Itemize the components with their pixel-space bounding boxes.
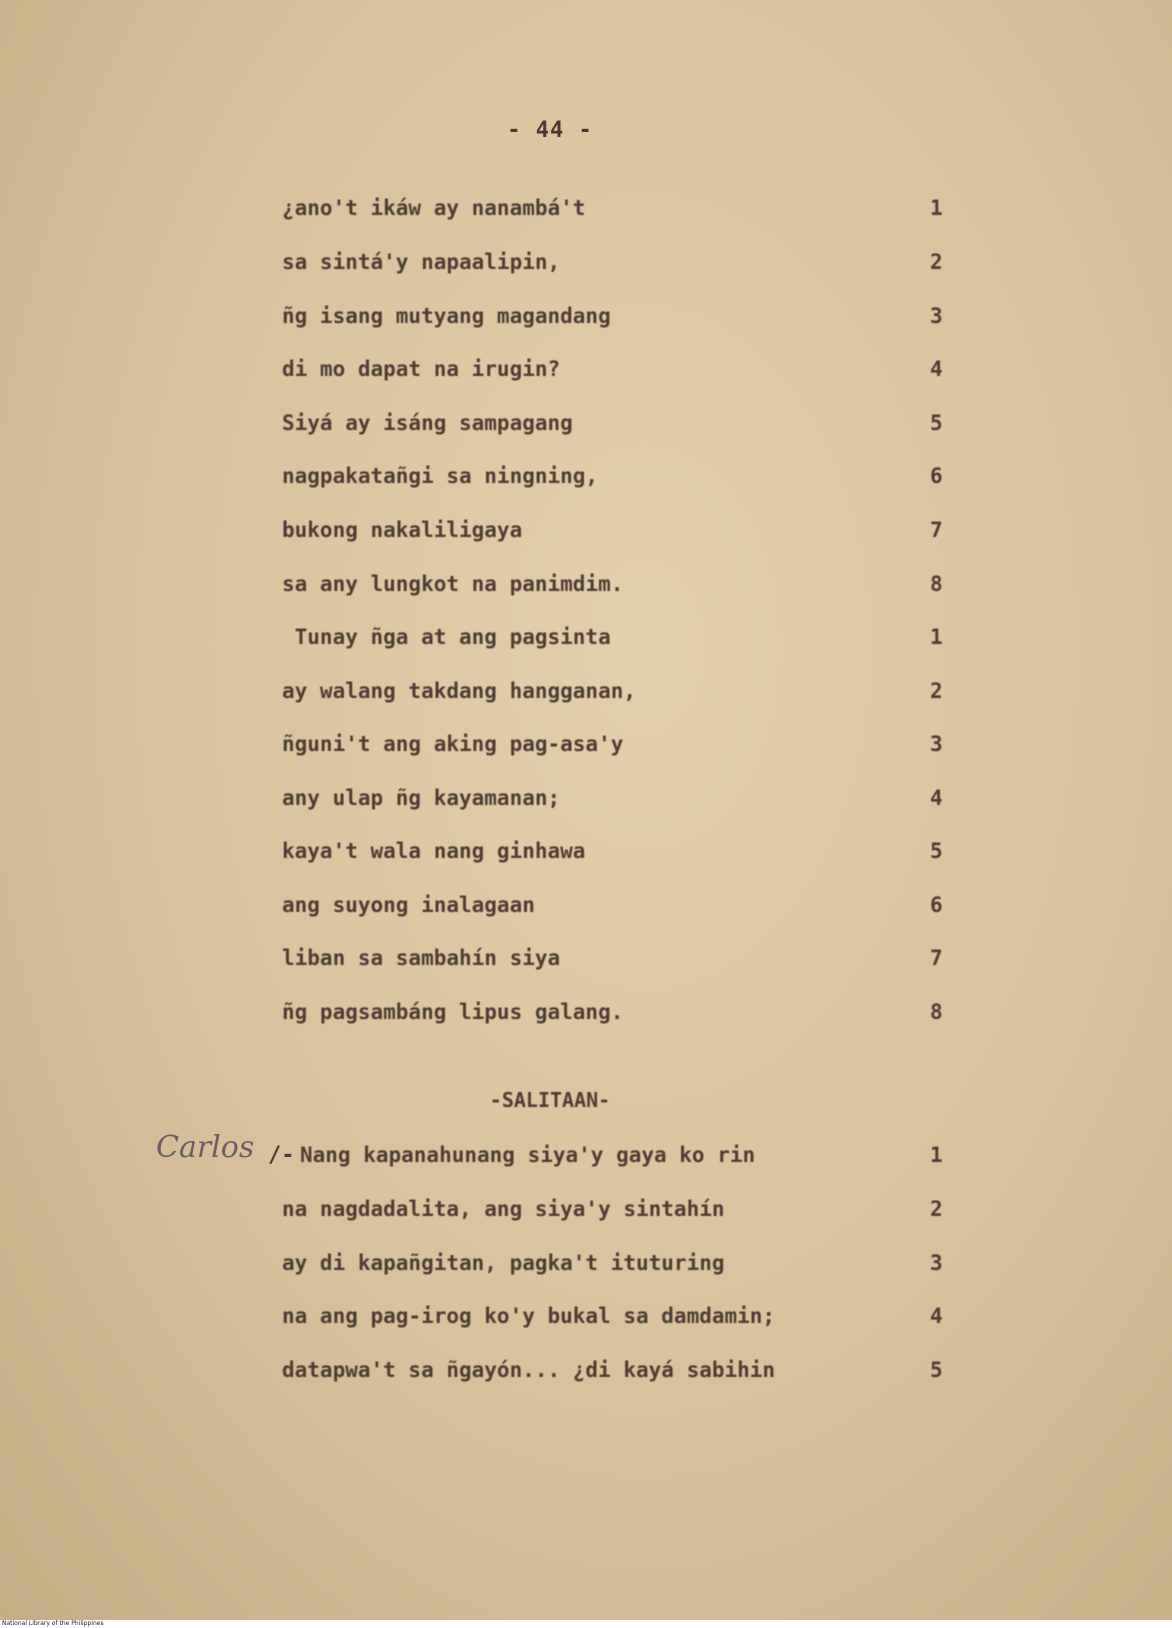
verse-line-text: di mo dapat na irugin? — [282, 357, 561, 381]
verse-line-number: 6 — [930, 893, 943, 917]
verse-line — [0, 518, 1172, 558]
verse-line-text: sa any lungkot na panimdim. — [282, 572, 624, 596]
dialogue-line-text: na ang pag-irog ko'y bukal sa damdamin; — [282, 1304, 776, 1328]
verse-line-number: 5 — [930, 839, 943, 863]
speaker-annotation: Carlos — [156, 1130, 255, 1165]
verse-line — [0, 786, 1172, 826]
verse-line — [0, 893, 1172, 933]
dialogue-line-number: 5 — [930, 1358, 943, 1382]
verse-line — [0, 839, 1172, 879]
verse-line-number: 7 — [930, 518, 943, 542]
verse-line-text: any ulap ñg kayamanan; — [282, 786, 561, 810]
verse-line-number: 6 — [930, 464, 943, 488]
dialogue-line — [0, 1251, 1172, 1291]
verse-line-text: nagpakatañgi sa ningning, — [282, 464, 599, 488]
verse-line — [0, 732, 1172, 772]
dialogue-line-number: 2 — [930, 1197, 943, 1221]
verse-line-text: ñguni't ang aking pag-asa'y — [282, 732, 624, 756]
dialogue-line — [0, 1143, 1172, 1183]
verse-line-text: ang suyong inalagaan — [282, 893, 535, 917]
dialogue-line-number: 4 — [930, 1304, 943, 1328]
verse-line-number: 1 — [930, 625, 943, 649]
dialogue-line — [0, 1358, 1172, 1398]
verse-line — [0, 250, 1172, 290]
verse-line-text: kaya't wala nang ginhawa — [282, 839, 586, 863]
verse-line-text: Tunay ñga at ang pagsinta — [282, 625, 611, 649]
verse-line-number: 4 — [930, 357, 943, 381]
footer-bar — [0, 1620, 1172, 1628]
verse-line-number: 8 — [930, 572, 943, 596]
verse-line — [0, 1000, 1172, 1040]
verse-line-number: 1 — [930, 196, 943, 220]
verse-line-text: liban sa sambahín siya — [282, 946, 561, 970]
verse-line-text: ¿ano't ikáw ay nanambá't — [282, 196, 586, 220]
dialogue-line-number: 1 — [930, 1143, 943, 1167]
verse-line — [0, 572, 1172, 612]
page-number: - 44 - — [507, 118, 593, 143]
verse-line-number: 3 — [930, 732, 943, 756]
dialogue-marker: /- — [268, 1143, 295, 1168]
dialogue-line — [0, 1304, 1172, 1344]
verse-line — [0, 196, 1172, 236]
verse-line-number: 7 — [930, 946, 943, 970]
verse-line — [0, 679, 1172, 719]
verse-line — [0, 625, 1172, 665]
verse-line-number: 2 — [930, 679, 943, 703]
verse-line-number: 5 — [930, 411, 943, 435]
footer-credit: National Library of the Philippines — [2, 1620, 104, 1627]
verse-line-number: 8 — [930, 1000, 943, 1024]
verse-line-text: ay walang takdang hangganan, — [282, 679, 637, 703]
verse-line-text: ñg isang mutyang magandang — [282, 304, 611, 328]
dialogue-line-text: ay di kapañgitan, pagka't ituturing — [282, 1251, 725, 1275]
verse-line-number: 3 — [930, 304, 943, 328]
verse-line-text: sa sintá'y napaalipin, — [282, 250, 561, 274]
verse-line — [0, 304, 1172, 344]
dialogue-line — [0, 1197, 1172, 1237]
verse-line — [0, 411, 1172, 451]
dialogue-line-text: na nagdadalita, ang siya'y sintahín — [282, 1197, 725, 1221]
dialogue-line-text: Nang kapanahunang siya'y gaya ko rin — [300, 1143, 756, 1167]
dialogue-line-text: datapwa't sa ñgayón... ¿di kayá sabihin — [282, 1358, 776, 1382]
verse-line-text: ñg pagsambáng lipus galang. — [282, 1000, 624, 1024]
section-heading: -SALITAAN- — [489, 1088, 611, 1112]
verse-line-number: 4 — [930, 786, 943, 810]
verse-line-text: Siyá ay isáng sampagang — [282, 411, 573, 435]
verse-line — [0, 464, 1172, 504]
verse-line-number: 2 — [930, 250, 943, 274]
dialogue-line-number: 3 — [930, 1251, 943, 1275]
verse-line — [0, 357, 1172, 397]
verse-line — [0, 946, 1172, 986]
verse-line-text: bukong nakaliligaya — [282, 518, 523, 542]
